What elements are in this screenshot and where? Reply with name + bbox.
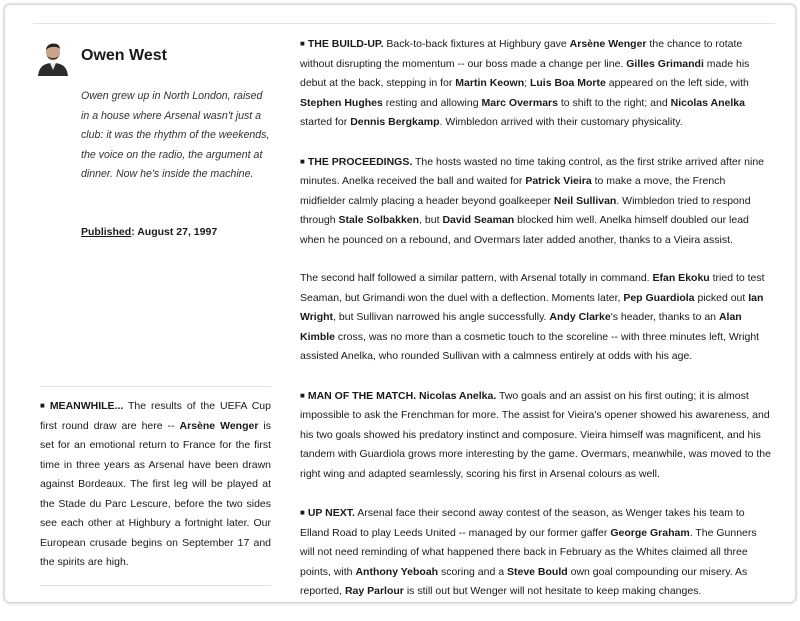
- section-heading: THE PROCEEDINGS.: [307, 155, 413, 168]
- paragraph-up-next: ■ UP NEXT. Arsenal face their second away contest of the season, as Wenger takes his team to Elland Road to play Leeds United -- managed by our former gaffer George Graham. The Gunners will not need reminding of what happened there back in February as the Whites claimed all three points, with Anthony Yeboah scoring and a Steve Bould own goal compounding our misery. As reported, Ray Parlour is still out but Wenger will not hesitate to keep making changes.: [300, 507, 757, 597]
- author-bio: Owen grew up in North London, raised in a house where Arsenal wasn't just a club: it was the rhythm of the weekends, the voice on the radio, the argument at dinner. Now he's inside the machine.: [81, 90, 270, 180]
- square-bullet-icon: ■: [300, 156, 305, 166]
- top-divider: [33, 23, 775, 24]
- sidebar-paragraph: [40, 396, 271, 573]
- section-heading: MAN OF THE MATCH. Nicolas Anelka.: [307, 389, 497, 402]
- published-line: Published: August 27, 1997: [81, 226, 218, 238]
- sidebar-box: [40, 386, 271, 586]
- square-bullet-icon: ■: [300, 508, 305, 517]
- author-avatar: [36, 36, 70, 76]
- square-bullet-icon: ■: [40, 401, 47, 410]
- paragraph-man-of-the-match: ■ MAN OF THE MATCH. Nicolas Anelka. Two goals and an assist on his first outing; it is almost impossible to ask the Frenchman for more. The assist for Vieira's opener showed his awareness, and his two goals showed his predatory instinct and composure. Vieira himself was magnificent, and his tandem with Guardiola grows more interesting by the game. Overmars, meanwhile, was moved to the right wing and adapted seamlessly, scoring his first in Arsenal colours as well.: [300, 389, 771, 480]
- published-label: Published: [81, 226, 132, 238]
- article-body: [300, 34, 772, 621]
- square-bullet-icon: ■: [300, 390, 305, 400]
- paragraph-proceedings: ■ THE PROCEEDINGS. The hosts wasted no time taking control, as the first strike arrived after nine minutes. Anelka received the ball and waited for Patrick Vieira to make a move, the French midfielder calmly placing a header beyond goalkeeper Neil Sullivan. Wimbledon tried to respond through Stale Solbakken, but David Seaman blocked him well. Anelka himself doubled our lead when he pounced on a rebound, and Overmars later added another, thanks to a Vieira assist.: [300, 155, 765, 246]
- section-heading: UP NEXT.: [307, 507, 355, 519]
- paragraph-second-half: The second half followed a similar pattern, with Arsenal totally in command. Efan Ekoku tried to test Seaman, but Grimandi won the duel with a deflection. Moments later, Pep Guardiola picked out Ian Wright, but Sullivan narrowed his angle successfully. Andy Clarke's header, thanks to an Alan Kimble cross, was no more than a cosmetic touch to the scoreline -- with three minutes left, Wright assisted Anelka, who rounded Sullivan with a calmness entirely at odds with his age.: [300, 272, 765, 362]
- sidebar-name: Arsène Wenger: [179, 419, 259, 432]
- section-heading: THE BUILD-UP.: [307, 38, 384, 50]
- sidebar-text: The results of the UEFA Cup first round draw are here --: [40, 400, 271, 432]
- sidebar-text: is set for an emotional return to France for the first time in three years as Arsenal have been drawn against Bordeaux. The first leg will be played at the Stade du Parc Lescure, before the two sides see each other at Highbury a fortnight later. Our European crusade begins on September 17 and the spirits are high.: [40, 419, 271, 568]
- author-name[interactable]: Owen West: [81, 47, 167, 64]
- published-date: August 27, 1997: [137, 226, 218, 238]
- sidebar-heading: MEANWHILE...: [49, 400, 124, 412]
- square-bullet-icon: ■: [300, 39, 305, 48]
- paragraph-build-up: ■ THE BUILD-UP. Back-to-back fixtures at Highbury gave Arsène Wenger the chance to rotate without disrupting the momentum -- our boss made a change per line. Gilles Grimandi made his debut at the back, stepping in for Martin Keown; Luis Boa Morte appeared on the left side, with Stephen Hughes resting and allowing Marc Overmars to shift to the right; and Nicolas Anelka started for Dennis Bergkamp. Wimbledon arrived with their customary physicality.: [300, 38, 750, 128]
